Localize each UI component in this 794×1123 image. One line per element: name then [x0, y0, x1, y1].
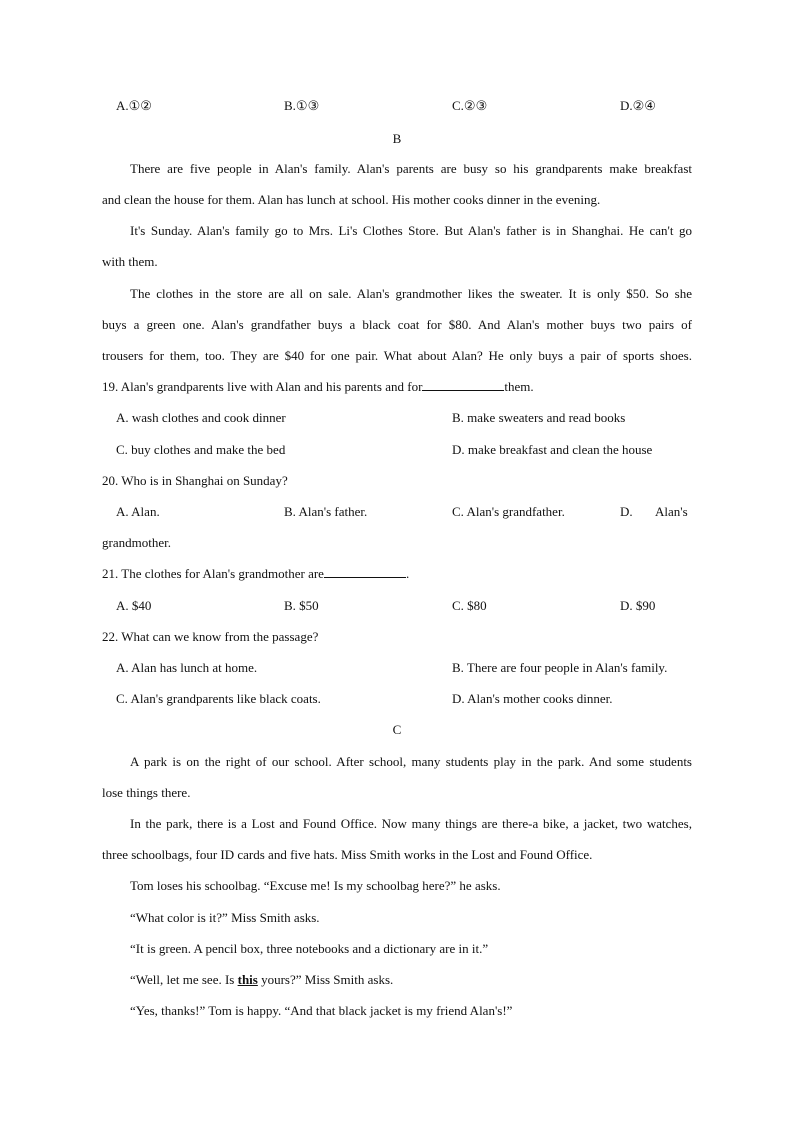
q20-option-d-wrap: grandmother.	[102, 535, 171, 550]
passage-b-line: buys a green one. Alan's grandfather buys a black coat for $80. And Alan's mother buys two pairs of	[102, 317, 692, 332]
passage-c-line: “What color is it?” Miss Smith asks.	[130, 910, 320, 925]
question-22: 22. What can we know from the passage?	[102, 629, 319, 644]
q21-option-d: D. $90	[620, 598, 656, 613]
q20-option-d-letter: D.	[620, 504, 633, 519]
prev-option-a: A.①②	[116, 98, 152, 113]
line-text: yours?” Miss Smith asks.	[257, 972, 394, 987]
prev-option-b: B.①③	[284, 98, 320, 113]
q21-option-b: B. $50	[284, 598, 319, 613]
section-c-heading: C	[392, 722, 402, 737]
q22-option-b: B. There are four people in Alan's family.	[452, 660, 668, 675]
passage-b-line: It's Sunday. Alan's family go to Mrs. Li's Clothes Store. But Alan's father is in Shanghai. He can't go	[130, 223, 692, 238]
passage-c-line: three schoolbags, four ID cards and five hats. Miss Smith works in the Lost and Found Office.	[102, 847, 593, 862]
answer-blank	[324, 565, 406, 578]
passage-c-line: A park is on the right of our school. After school, many students play in the park. And some students	[130, 754, 692, 769]
question-stem-end: .	[405, 566, 410, 581]
question-stem: 21. The clothes for Alan's grandmother are	[102, 566, 324, 581]
passage-b-line: There are five people in Alan's family. Alan's parents are busy so his grandparents make breakfast	[130, 161, 692, 176]
q20-option-d-text: Alan's	[655, 504, 688, 519]
q20-option-a: A. Alan.	[116, 504, 160, 519]
q22-option-a: A. Alan has lunch at home.	[116, 660, 258, 675]
line-text: “Well, let me see. Is	[130, 972, 238, 987]
question-21	[102, 565, 692, 583]
section-b-heading: B	[392, 131, 402, 146]
answer-blank	[422, 378, 504, 391]
passage-c-line: “It is green. A pencil box, three notebooks and a dictionary are in it.”	[130, 941, 489, 956]
q19-option-d: D. make breakfast and clean the house	[452, 442, 653, 457]
passage-c-line: Tom loses his schoolbag. “Excuse me! Is my schoolbag here?” he asks.	[130, 878, 501, 893]
question-19	[102, 378, 692, 396]
passage-c-line	[130, 971, 720, 989]
prev-option-c: C.②③	[452, 98, 488, 113]
emphasized-word: this	[237, 972, 258, 987]
passage-b-line: The clothes in the store are all on sale. Alan's grandmother likes the sweater. It is only $50. So she	[130, 286, 692, 301]
q19-option-a: A. wash clothes and cook dinner	[116, 410, 286, 425]
q21-option-a: A. $40	[116, 598, 152, 613]
q21-option-c: C. $80	[452, 598, 487, 613]
q19-option-c: C. buy clothes and make the bed	[116, 442, 286, 457]
q22-option-c: C. Alan's grandparents like black coats.	[116, 691, 321, 706]
q22-option-d: D. Alan's mother cooks dinner.	[452, 691, 613, 706]
q19-option-b: B. make sweaters and read books	[452, 410, 626, 425]
q20-option-c: C. Alan's grandfather.	[452, 504, 565, 519]
passage-c-line: In the park, there is a Lost and Found Office. Now many things are there-a bike, a jacket, two watches,	[130, 816, 692, 831]
question-stem-end: them.	[504, 379, 534, 394]
q20-option-b: B. Alan's father.	[284, 504, 368, 519]
prev-option-d: D.②④	[620, 98, 656, 113]
passage-c-line: lose things there.	[102, 785, 191, 800]
passage-b-line: with them.	[102, 254, 158, 269]
question-stem: 19. Alan's grandparents live with Alan and his parents and for	[102, 379, 423, 394]
passage-c-line: “Yes, thanks!” Tom is happy. “And that black jacket is my friend Alan's!”	[130, 1003, 513, 1018]
passage-b-line: trousers for them, too. They are $40 for one pair. What about Alan? He only buys a pair of sports shoes.	[102, 348, 692, 363]
passage-b-line: and clean the house for them. Alan has lunch at school. His mother cooks dinner in the evening.	[102, 192, 601, 207]
question-20: 20. Who is in Shanghai on Sunday?	[102, 473, 288, 488]
